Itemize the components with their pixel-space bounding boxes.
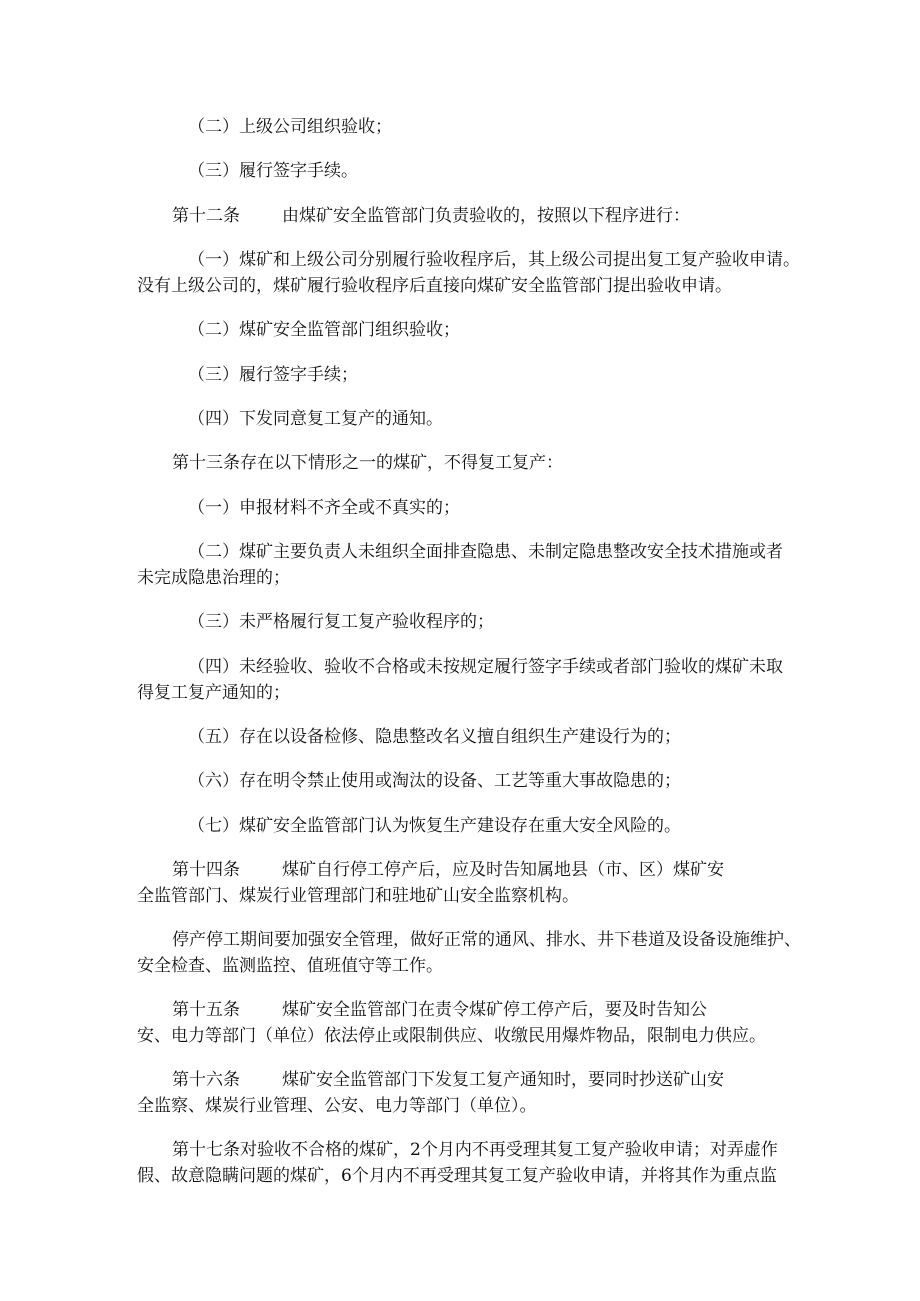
- article-text: 由煤矿安全监管部门负责验收的，按照以下程序进行：: [282, 206, 690, 226]
- paragraph-line: 假、故意隐瞒问题的煤矿，6个月内不再受理其复工复产验收申请，并将其作为重点监: [137, 1166, 777, 1186]
- article-number: 第十五条: [172, 1000, 240, 1020]
- article-text: 煤矿自行停工停产后，应及时告知属地县（市、区）煤矿安: [282, 860, 724, 880]
- article-text: 煤矿安全监管部门在责令煤矿停工停产后，要及时告知公: [282, 1000, 707, 1020]
- paragraph-line: 安全检查、监测监控、值班值守等工作。: [137, 956, 443, 976]
- article-heading-line: [172, 858, 724, 882]
- paragraph-line: 全监察、煤炭行业管理、公安、电力等部门（单位）。: [137, 1096, 537, 1116]
- paragraph-line: （二）煤矿主要负责人未组织全面排查隐患、未制定隐患整改安全技术措施或者: [188, 542, 783, 562]
- paragraph-line: 全监管部门、煤炭行业管理部门和驻地矿山安全监察机构。: [137, 886, 579, 906]
- paragraph-line: （三）履行签字手续；: [188, 365, 358, 385]
- paragraph-line: 停产停工期间要加强安全管理，做好正常的通风、排水、井下巷道及设备设施维护、: [172, 930, 801, 950]
- article-heading-line: [172, 998, 707, 1022]
- paragraph-line: （二）煤矿安全监管部门组织验收；: [188, 320, 460, 340]
- paragraph-line: （四）未经验收、验收不合格或未按规定履行签字手续或者部门验收的煤矿未取: [188, 657, 783, 677]
- paragraph-line: （二）上级公司组织验收；: [188, 117, 392, 137]
- article-heading-line: [172, 1068, 724, 1092]
- paragraph-line: （六）存在明令禁止使用或淘汰的设备、工艺等重大事故隐患的；: [188, 771, 681, 791]
- paragraph-line: （三）履行签字手续。: [188, 161, 358, 181]
- article-text: 煤矿安全监管部门下发复工复产通知时，要同时抄送矿山安: [282, 1070, 724, 1090]
- paragraph-line: （三）未严格履行复工复产验收程序的；: [188, 612, 494, 632]
- paragraph-line: 安、电力等部门（单位）依法停止或限制供应、收缴民用爆炸物品，限制电力供应。: [137, 1026, 766, 1046]
- paragraph-line: （七）煤矿安全监管部门认为恢复生产建设存在重大安全风险的。: [188, 816, 681, 836]
- article-number: 第十二条: [172, 206, 240, 226]
- paragraph-line: 没有上级公司的，煤矿履行验收程序后直接向煤矿安全监管部门提出验收申请。: [137, 276, 732, 296]
- article-heading-line: 第十三条存在以下情形之一的煤矿，不得复工复产：: [172, 453, 563, 473]
- article-heading-line: 第十七条对验收不合格的煤矿，2个月内不再受理其复工复产验收申请；对弄虚作: [172, 1140, 778, 1160]
- paragraph-line: （五）存在以设备检修、隐患整改名义擅自组织生产建设行为的；: [188, 727, 681, 747]
- paragraph-line: 得复工复产通知的；: [137, 683, 290, 703]
- paragraph-line: （一）煤矿和上级公司分别履行验收程序后，其上级公司提出复工复产验收申请。: [188, 250, 800, 270]
- paragraph-line: （一）申报材料不齐全或不真实的；: [188, 498, 460, 518]
- article-heading-line: [172, 204, 690, 228]
- paragraph-line: （四）下发同意复工复产的通知。: [188, 409, 443, 429]
- article-number: 第十四条: [172, 860, 240, 880]
- article-number: 第十六条: [172, 1070, 240, 1090]
- paragraph-line: 未完成隐患治理的；: [137, 568, 290, 588]
